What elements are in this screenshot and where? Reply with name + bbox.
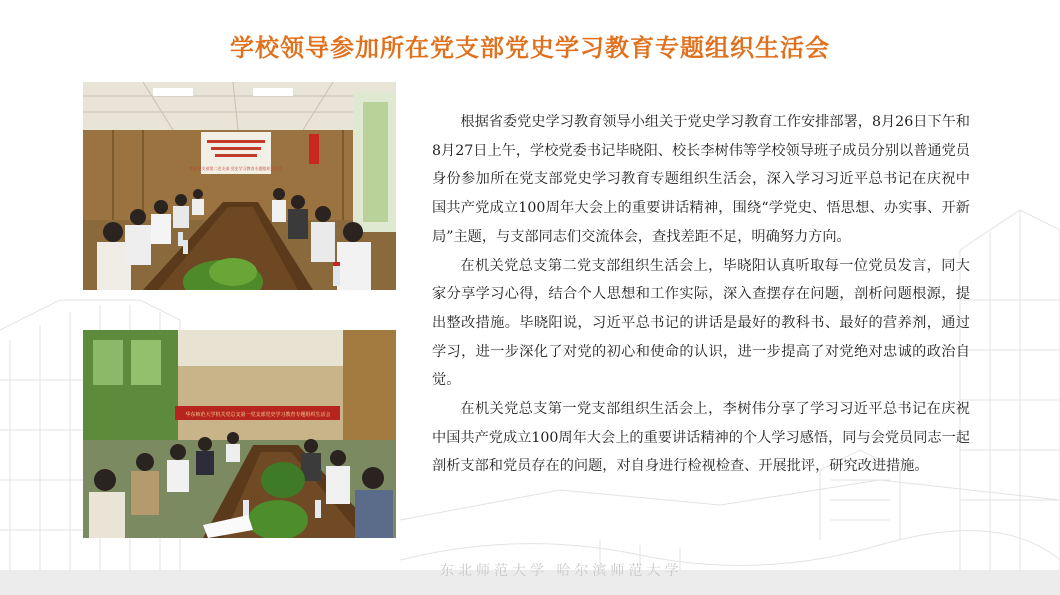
- calligraphy-watermark: 东北师范大学 哈尔滨师范大学: [440, 563, 683, 579]
- paragraph-1: 根据省委党史学习教育领导小组关于党史学习教育工作安排部署，8月26日下午和8月27日上午，学校党委书记毕晓阳、校长李树伟等学校领导班子成员分别以普通党员身份参加所在党支部党史学习教育专题组织生活会，深入学习习近平总书记在庆祝中国共产党成立100周年大会上的重要讲话精神，围绕“学党史、悟思想、办实事、开新局”主题，与支部同志们交流体会，查找差距不足，明确努力方向。: [432, 114, 970, 245]
- paragraph-2: 在机关党总支第二党支部组织生活会上，毕晓阳认真听取每一位党员发言，同大家分享学习心得，结合个人思想和工作实际，深入查摆存在问题，剖析问题根源，提出整改措施。毕晓阳说，习近平总书记的讲话是最好的教科书、最好的营养剂，通过学习，进一步深化了对党的初心和使命的认识，进一步提高了对党绝对忠诚的政治自觉。: [432, 257, 970, 389]
- page-title: 学校领导参加所在党支部党史学习教育专题组织生活会: [230, 34, 830, 62]
- meeting-photo-1: [83, 82, 396, 290]
- meeting-photo-2: [83, 330, 396, 538]
- paragraph-3: 在机关党总支第一党支部组织生活会上，李树伟分享了学习习近平总书记在庆祝中国共产党成立100周年大会上的重要讲话精神的个人学习感悟，同与会党员同志一起剖析支部和党员存在的问题，对自身进行检视检查、开展批评，研究改进措施。: [432, 401, 970, 475]
- photo-1-banner: 所在党支部第二党支部 党史学习教育专题组织生活会: [189, 166, 283, 171]
- article-body: [432, 108, 970, 481]
- photo-2-banner: 华东师范大学机关党总支第一党支部党史学习教育专题组织生活会: [185, 412, 331, 418]
